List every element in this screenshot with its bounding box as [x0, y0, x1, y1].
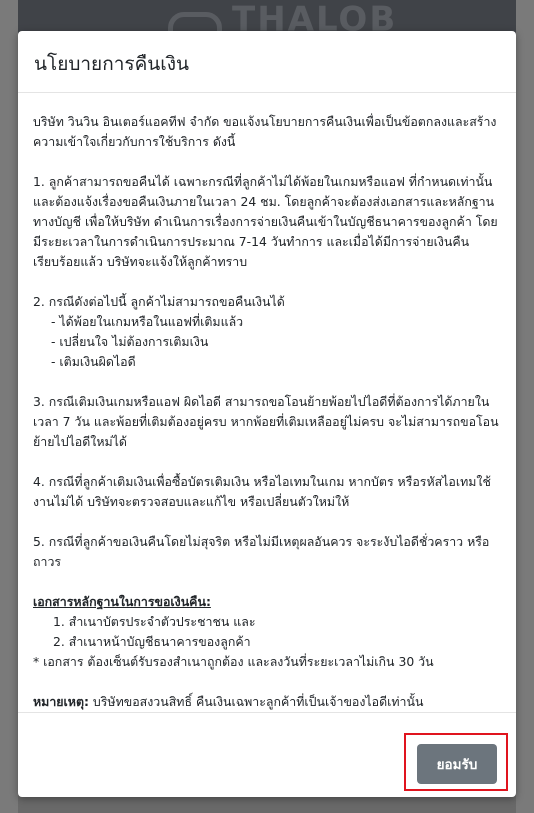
document-item: 1. สำเนาบัตรประจำตัวประชาชน และ: [53, 614, 256, 629]
backdrop-edge-left: [0, 0, 18, 813]
policy-intro: บริษัท วินวิน อินเตอร์แอคทีฟ จำกัด ขอแจ้งนโยบายการคืนเงินเพื่อเป็นข้อตกลงและสร้างความเข้าใจเกี่ยวกับการใช้บริการ ดังนี้: [33, 114, 497, 149]
policy-clause-4: 4. กรณีที่ลูกค้าเติมเงินเพื่อซื้อบัตรเติมเงิน หรือไอเทมในเกม หากบัตร หรือรหัสไอเทมใช้งานไม่ได้ บริษัทจะตรวจสอบและแก้ไข หรือเปลี่ยนตัวใหม่ให้: [33, 474, 491, 509]
remark-text: บริษัทขอสงวนสิทธิ์ คืนเงินเฉพาะลูกค้าที่เป็นเจ้าของไอดีเท่านั้น: [88, 694, 424, 709]
policy-clause-3: 3. กรณีเติมเงินเกมหรือแอฟ ผิดไอดี สามารถขอโอนย้ายพ้อยไปไอดีที่ต้องการได้ภายในเวลา 7 วัน และพ้อยที่เติมต้องอยู่ครบ หากพ้อยที่เติมเหลืออยู่ไม่ครบ จะไม่สามารถขอโอนย้ายไปไอดีใหม่ได้: [33, 394, 499, 449]
policy-clause-1: 1. ลูกค้าสามารถขอคืนได้ เฉพาะกรณีที่ลูกค้าไม่ได้พ้อยในเกมหรือแอฟ ที่กำหนดเท่านั้น และต้องแจ้งเรื่องขอคืนเงินภายในเวลา 24 ชม. โดยลูกค้าจะต้องส่งเอกสารและหลักฐานทางบัญชี เพื่อให้บริษัท ดำเนินการเรื่องการจ่ายเงินคืนเข้าในบัญชีธนาคารของลูกค้า โดยมีระยะเวลาในการดำเนินการประมาณ 7-14 วันทำการ และเมื่อได้มีการจ่ายเงินคืนเรียบร้อยแล้ว บริษัทจะแจ้งให้ลูกค้าทราบ: [33, 174, 498, 269]
clause-2-item: - เติมเงินผิดไอดี: [51, 354, 136, 369]
refund-policy-modal: [18, 31, 516, 797]
policy-clause-5: 5. กรณีที่ลูกค้าขอเงินคืนโดยไม่สุจริต หรือไม่มีเหตุผลอันควร จะระงับไอดีชั่วคราว หรือถาวร: [33, 534, 490, 569]
modal-header: [18, 31, 516, 93]
clause-2-heading: 2. กรณีดังต่อไปนี้ ลูกค้าไม่สามารถขอคืนเงินได้: [33, 294, 285, 309]
remark-label: หมายเหตุ:: [33, 694, 89, 709]
clause-2-item: - เปลี่ยนใจ ไม่ต้องการเติมเงิน: [51, 334, 209, 349]
document-item: 2. สำเนาหน้าบัญชีธนาคารของลูกค้า: [53, 634, 251, 649]
remark: [33, 692, 500, 712]
clause-2-item: - ได้พ้อยในเกมหรือในแอฟที่เติมแล้ว: [51, 314, 244, 329]
documents-note: * เอกสาร ต้องเซ็นต์รับรองสำเนาถูกต้อง และลงวันที่ระยะเวลาไม่เกิน 30 วัน: [33, 654, 434, 669]
backdrop-edge-right: [516, 0, 534, 813]
modal-body: [18, 93, 516, 713]
policy-clause-2: [33, 292, 500, 372]
accept-button[interactable]: ยอมรับ: [417, 744, 497, 784]
modal-footer: [18, 713, 516, 797]
documents-section: [33, 592, 500, 672]
documents-heading: เอกสารหลักฐานในการขอเงินคืน:: [33, 594, 211, 609]
modal-title: นโยบายการคืนเงิน: [34, 53, 190, 75]
